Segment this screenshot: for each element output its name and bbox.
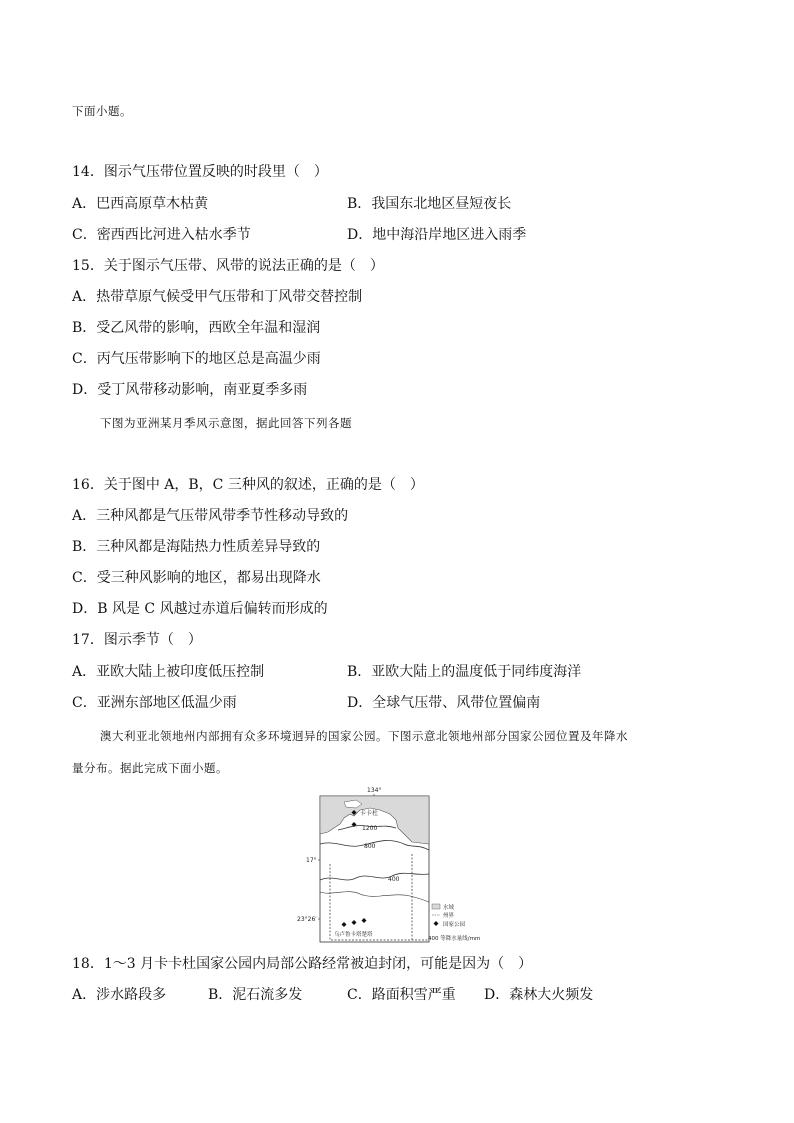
legend-park-swatch	[434, 921, 439, 926]
latitude-17-label: 17°	[306, 857, 317, 864]
q15-option-a[interactable]: A．热带草原气候受甲气压带和丁风带交替控制	[72, 289, 363, 305]
northern-territory-map	[297, 784, 520, 948]
q15-option-b[interactable]: B．受乙风带的影响，西欧全年温和湿润	[72, 320, 321, 336]
intro-2: 下图为亚洲某月季风示意图，据此回答下列各题	[100, 416, 352, 430]
isohyet-400-label: 400	[388, 876, 400, 883]
q17-option-a[interactable]: A．亚欧大陆上被印度低压控制	[72, 664, 265, 680]
q17-option-c[interactable]: C．亚洲东部地区低温少雨	[72, 695, 237, 711]
isohyet-1200-label: 1200	[362, 825, 378, 832]
intro-3-line-1: 澳大利亚北领地州内部拥有众多环境迥异的国家公园。下图示意北领地州部分国家公园位置及年降水	[100, 729, 628, 743]
kakadu-label: 卡卡杜	[360, 810, 379, 817]
legend-isohyet: 400 等降水量线/mm	[428, 936, 481, 942]
q16-option-d[interactable]: D．B 风是 C 风越过赤道后偏转而形成的	[72, 601, 328, 617]
intro-3-line-2: 量分布。据此完成下面小题。	[72, 761, 228, 775]
q18-option-d[interactable]: D．森林大火频发	[484, 987, 594, 1003]
uluru-label: 乌卢鲁卡塔楚塔	[334, 932, 373, 938]
q16-option-a[interactable]: A．三种风都是气压带风带季节性移动导致的	[72, 508, 349, 524]
legend-park: 国家公园	[443, 922, 466, 928]
longitude-label: 134°	[367, 787, 382, 794]
q16-option-b[interactable]: B．三种风都是海陆热力性质差异导致的	[72, 539, 321, 555]
q15-option-c[interactable]: C．丙气压带影响下的地区总是高温少雨	[72, 351, 321, 367]
question-15-stem: 15．关于图示气压带、风带的说法正确的是（ ）	[72, 258, 384, 274]
legend-water: 水域	[443, 905, 455, 911]
latitude-tropic-label: 23°26′	[297, 916, 317, 923]
question-17-stem: 17．图示季节（ ）	[72, 632, 202, 648]
legend-border: 州界	[443, 913, 455, 919]
legend-water-swatch	[432, 904, 440, 909]
q16-option-c[interactable]: C．受三种风影响的地区，都易出现降水	[72, 570, 321, 586]
q17-option-d[interactable]: D．全球气压带、风带位置偏南	[347, 695, 541, 711]
q14-option-b[interactable]: B．我国东北地区昼短夜长	[347, 196, 512, 212]
q18-option-b[interactable]: B．泥石流多发	[208, 987, 303, 1003]
q14-option-c[interactable]: C．密西西比河进入枯水季节	[72, 227, 251, 243]
question-18-stem: 18．1～3 月卡卡杜国家公园内局部公路经常被迫封闭，可能是因为（ ）	[72, 956, 533, 972]
q18-option-a[interactable]: A．涉水路段多	[72, 987, 167, 1003]
intro-tail: 下面小题。	[72, 104, 132, 118]
q14-option-a[interactable]: A．巴西高原草木枯黄	[72, 196, 209, 212]
q14-option-d[interactable]: D．地中海沿岸地区进入雨季	[347, 227, 527, 243]
q17-option-b[interactable]: B．亚欧大陆上的温度低于同纬度海洋	[347, 664, 582, 680]
q18-option-c[interactable]: C．路面积雪严重	[347, 987, 456, 1003]
q15-option-d[interactable]: D．受丁风带移动影响，南亚夏季多雨	[72, 382, 308, 398]
isohyet-800-label: 800	[364, 843, 376, 850]
question-16-stem: 16．关于图中 A，B，C 三种风的叙述，正确的是（ ）	[72, 477, 424, 493]
question-14-stem: 14．图示气压带位置反映的时段里（ ）	[72, 164, 328, 180]
